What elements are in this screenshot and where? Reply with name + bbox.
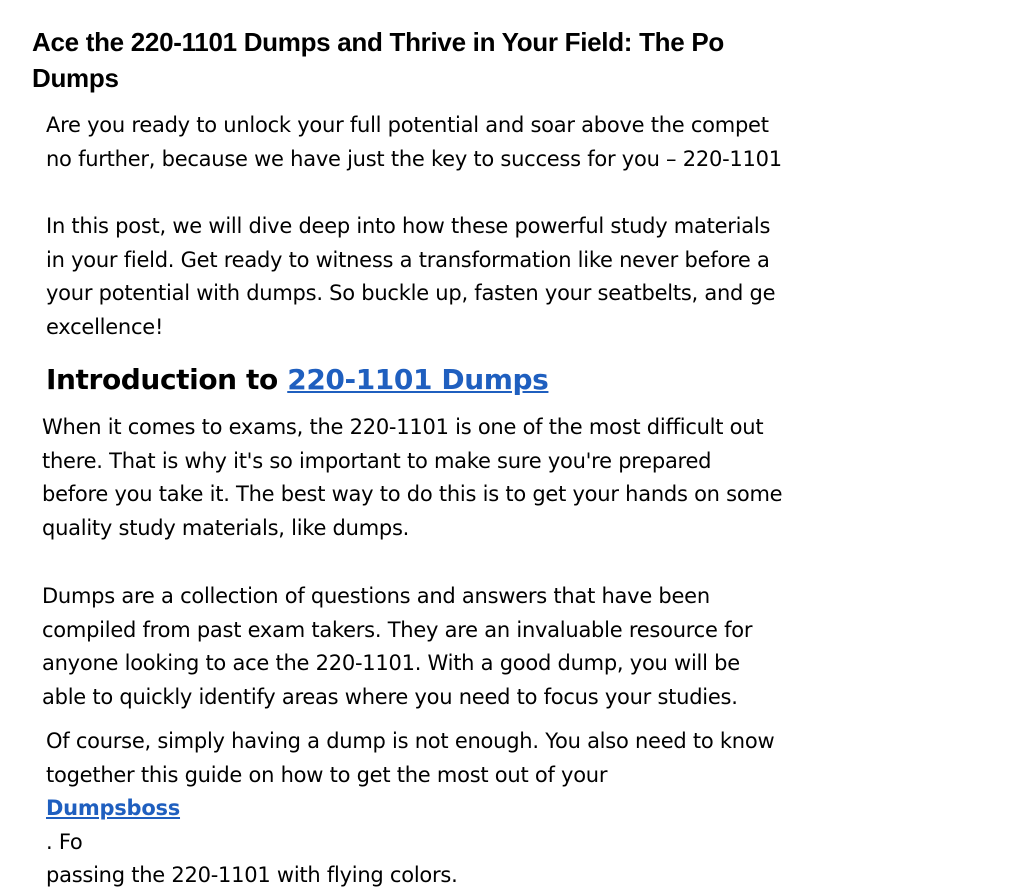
paragraph-line: In this post, we will dive deep into how these powerful study materials [46,214,771,238]
paragraph-line: Are you ready to unlock your full potential and soar above the compet [46,113,769,137]
title-line-1: Ace the 220-1101 Dumps and Thrive in Your Field: The Po [32,27,724,57]
paragraph-line: quality study materials, like dumps. [42,515,410,540]
paragraph-line: there. That is why it's so important to make sure you're prepared [42,448,712,473]
course-paragraph [46,725,774,893]
paragraph-line: in your field. Get ready to witness a transformation like never before a [46,247,770,272]
paragraph-text: together this guide on how to get the most out of your [46,762,608,787]
title-line-2: Dumps [32,63,119,93]
paragraph-line: Of course, simply having a dump is not enough. You also need to know [46,729,775,753]
paragraph-line: passing the 220-1101 with flying colors. [46,863,458,888]
dumps-paragraph [42,580,752,714]
paragraph-text: . Fo [46,829,83,854]
page-title [32,24,1032,96]
paragraph-line: able to quickly identify areas where you need to focus your studies. [42,684,738,709]
intro-paragraph [46,109,782,176]
exam-paragraph [42,411,782,545]
section-heading-prefix: Introduction to [46,363,288,396]
section-heading [46,360,548,400]
dumps-link[interactable]: 220-1101 Dumps [287,363,549,396]
paragraph-line: compiled from past exam takers. They are an invaluable resource for [42,617,753,642]
paragraph-line: anyone looking to ace the 220-1101. With a good dump, you will be [42,651,740,676]
paragraph-line: no further, because we have just the key to success for you – 220-1101 [46,146,782,171]
paragraph-line: your potential with dumps. So buckle up, fasten your seatbelts, and ge [46,281,776,306]
dumpsboss-link[interactable]: Dumpsboss [46,796,181,821]
paragraph-line [46,759,774,860]
paragraph-line: Dumps are a collection of questions and answers that have been [42,584,710,608]
paragraph-line: excellence! [46,314,164,339]
paragraph-line: before you take it. The best way to do this is to get your hands on some [42,482,783,507]
paragraph-line: When it comes to exams, the 220-1101 is one of the most difficult out [42,415,764,439]
post-paragraph [46,210,775,344]
